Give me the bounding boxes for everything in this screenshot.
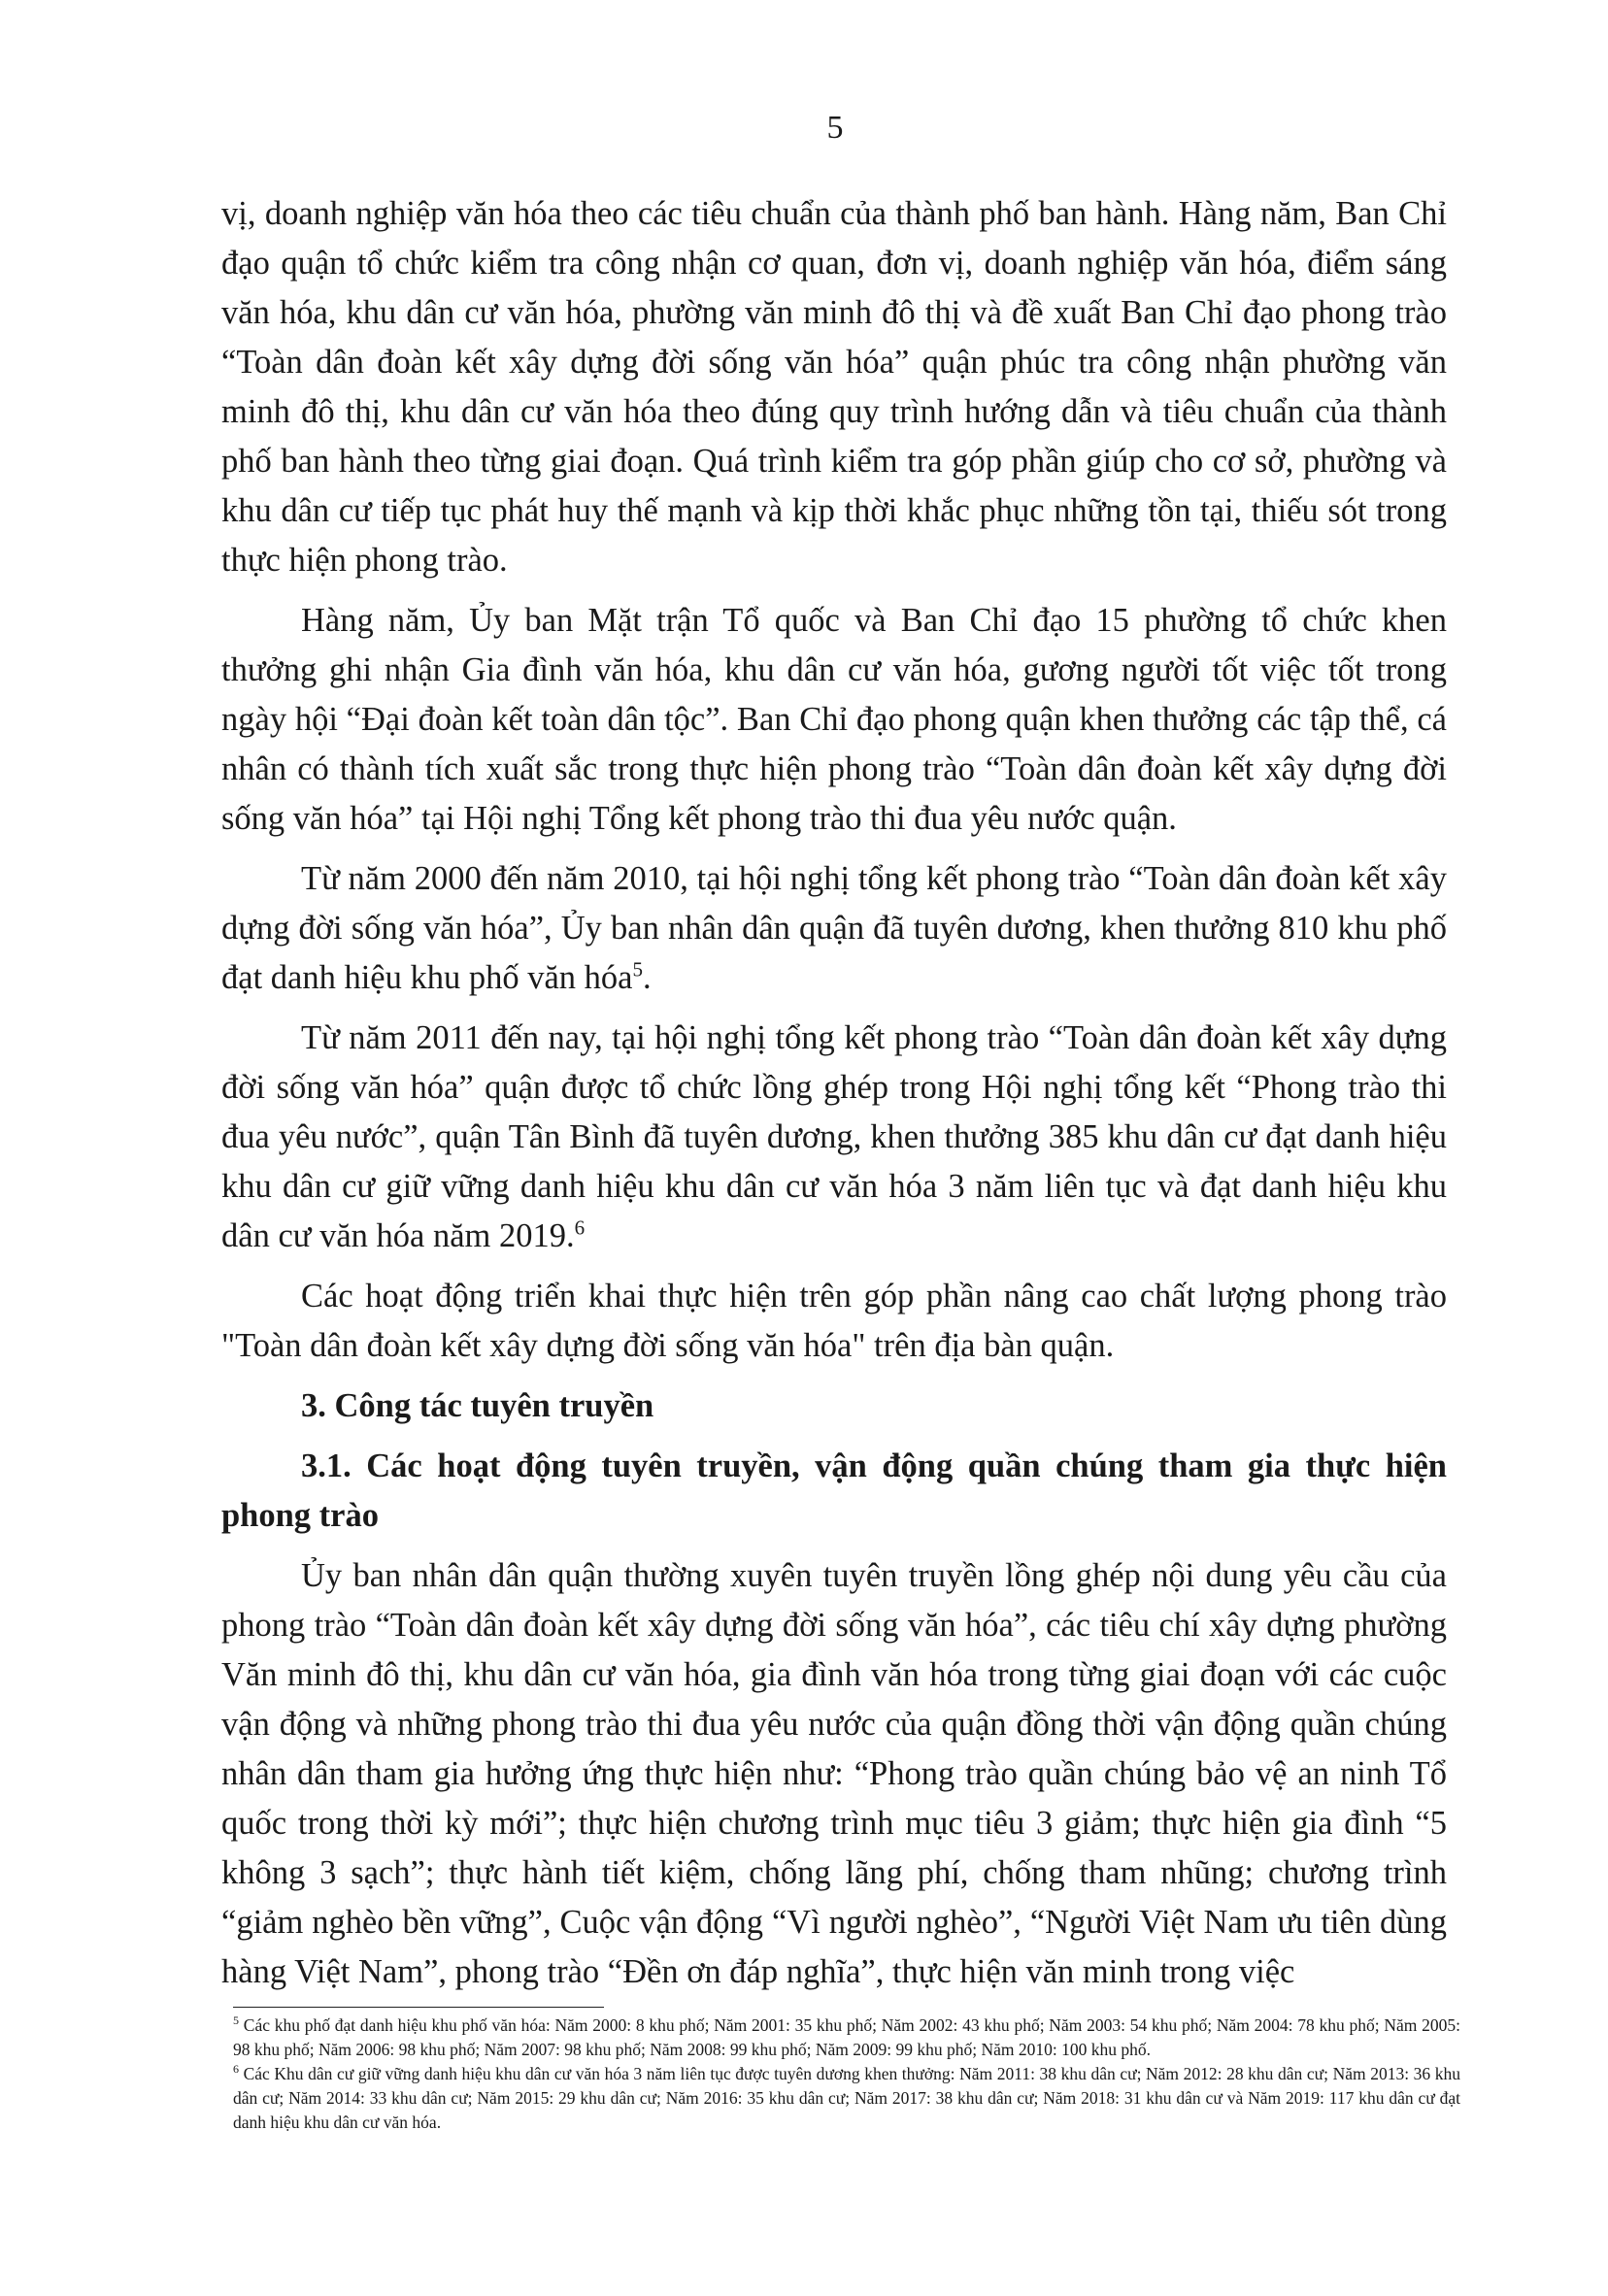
footnote-mark: 5 bbox=[233, 2013, 239, 2028]
paragraph-inspection: vị, doanh nghiệp văn hóa theo các tiêu chuẩn của thành phố ban hành. Hàng năm, Ban Chỉ đạo quận tổ chức kiểm tra công nhận cơ quan, đơn vị, doanh nghiệp văn hóa, điểm sáng văn hóa, khu dân cư văn hóa, phường văn minh đô thị và đề xuất Ban Chỉ đạo phong trào “Toàn dân đoàn kết xây dựng đời sống văn hóa” quận phúc tra công nhận phường văn minh đô thị, khu dân cư văn hóa theo đúng quy trình hướng dẫn và tiêu chuẩn của thành phố ban hành theo từng giai đoạn. Quá trình kiểm tra góp phần giúp cho cơ sở, phường và khu dân cư tiếp tục phát huy thế mạnh và kịp thời khắc phục những tồn tại, thiếu sót trong thực hiện phong trào. bbox=[221, 195, 1447, 579]
document-body bbox=[221, 189, 1447, 2008]
footnote-text: Các Khu dân cư giữ vững danh hiệu khu dân cư văn hóa 3 năm liên tục được tuyên dương khen thưởng: Năm 2011: 38 khu dân cư; Năm 2012: 28 khu dân cư; Năm 2013: 36 khu dân cư; Năm 2014: 33 khu dân cư; Năm 2015: 29 khu dân cư; Năm 2016: 35 khu dân cư; Năm 2017: 38 khu dân cư; Năm 2018: 31 khu dân cư và Năm 2019: 117 khu dân cư đạt danh hiệu khu dân cư văn hóa. bbox=[233, 2064, 1460, 2132]
footnote-ref-5: 5 bbox=[632, 957, 643, 982]
paragraph-summary: Các hoạt động triển khai thực hiện trên góp phần nâng cao chất lượng phong trào "Toàn dân đoàn kết xây dựng đời sống văn hóa" trên địa bàn quận. bbox=[221, 1278, 1447, 1364]
paragraph-2000-2010 bbox=[221, 854, 1447, 1003]
paragraph-2000-2010-text: Từ năm 2000 đến năm 2010, tại hội nghị tổng kết phong trào “Toàn dân đoàn kết xây dựng đời sống văn hóa”, Ủy ban nhân dân quận đã tuyên dương, khen thưởng 810 khu phố đạt danh hiệu khu phố văn hóa bbox=[221, 860, 1447, 996]
footnote-6 bbox=[233, 2062, 1460, 2135]
footnote-separator bbox=[233, 2007, 604, 2008]
section-heading-3-1: 3.1. Các hoạt động tuyên truyền, vận động quần chúng tham gia thực hiện phong trào bbox=[221, 1447, 1447, 1534]
footnotes bbox=[233, 2013, 1460, 2135]
footnote-mark: 6 bbox=[233, 2062, 239, 2077]
section-heading-3: 3. Công tác tuyên truyền bbox=[301, 1387, 654, 1424]
footnote-ref-6: 6 bbox=[574, 1215, 586, 1240]
paragraph-2011-now bbox=[221, 1014, 1447, 1261]
paragraph-propaganda: Ủy ban nhân dân quận thường xuyên tuyên truyền lồng ghép nội dung yêu cầu của phong trào “Toàn dân đoàn kết xây dựng đời sống văn hóa”, các tiêu chí xây dựng phường Văn minh đô thị, khu dân cư văn hóa, gia đình văn hóa trong từng giai đoạn với các cuộc vận động và những phong trào thi đua yêu nước của quận đồng thời vận động quần chúng nhân dân tham gia hưởng ứng thực hiện như: “Phong trào quần chúng bảo vệ an ninh Tổ quốc trong thời kỳ mới”; thực hiện chương trình mục tiêu 3 giảm; thực hiện gia đình “5 không 3 sạch”; thực hành tiết kiệm, chống lãng phí, chống tham nhũng; chương trình “giảm nghèo bền vững”, Cuộc vận động “Vì người nghèo”, “Người Việt Nam ưu tiên dùng hàng Việt Nam”, phong trào “Đền ơn đáp nghĩa”, thực hiện văn minh trong việc bbox=[221, 1557, 1447, 1990]
footnote-5 bbox=[233, 2013, 1460, 2062]
paragraph-commendation: Hàng năm, Ủy ban Mặt trận Tổ quốc và Ban Chỉ đạo 15 phường tổ chức khen thưởng ghi nhận Gia đình văn hóa, khu dân cư văn hóa, gương người tốt việc tốt trong ngày hội “Đại đoàn kết toàn dân tộc”. Ban Chỉ đạo phong quận khen thưởng các tập thể, cá nhân có thành tích xuất sắc trong thực hiện phong trào “Toàn dân đoàn kết xây dựng đời sống văn hóa” tại Hội nghị Tổng kết phong trào thi đua yêu nước quận. bbox=[221, 602, 1447, 837]
paragraph-2000-2010-end: . bbox=[642, 959, 652, 996]
paragraph-2011-now-text: Từ năm 2011 đến nay, tại hội nghị tổng kết phong trào “Toàn dân đoàn kết xây dựng đời sống văn hóa” quận được tổ chức lồng ghép trong Hội nghị tổng kết “Phong trào thi đua yêu nước”, quận Tân Bình đã tuyên dương, khen thưởng 385 khu dân cư đạt danh hiệu khu dân cư giữ vững danh hiệu khu dân cư văn hóa 3 năm liên tục và đạt danh hiệu khu dân cư văn hóa năm 2019. bbox=[221, 1019, 1447, 1254]
footnote-text: Các khu phố đạt danh hiệu khu phố văn hóa: Năm 2000: 8 khu phố; Năm 2001: 35 khu phố; Năm 2002: 43 khu phố; Năm 2003: 54 khu phố; Năm 2004: 78 khu phố; Năm 2005: 98 khu phố; Năm 2006: 98 khu phố; Năm 2007: 98 khu phố; Năm 2008: 99 khu phố; Năm 2009: 99 khu phố; Năm 2010: 100 khu phố. bbox=[233, 2015, 1461, 2059]
page-number: 5 bbox=[826, 110, 844, 146]
